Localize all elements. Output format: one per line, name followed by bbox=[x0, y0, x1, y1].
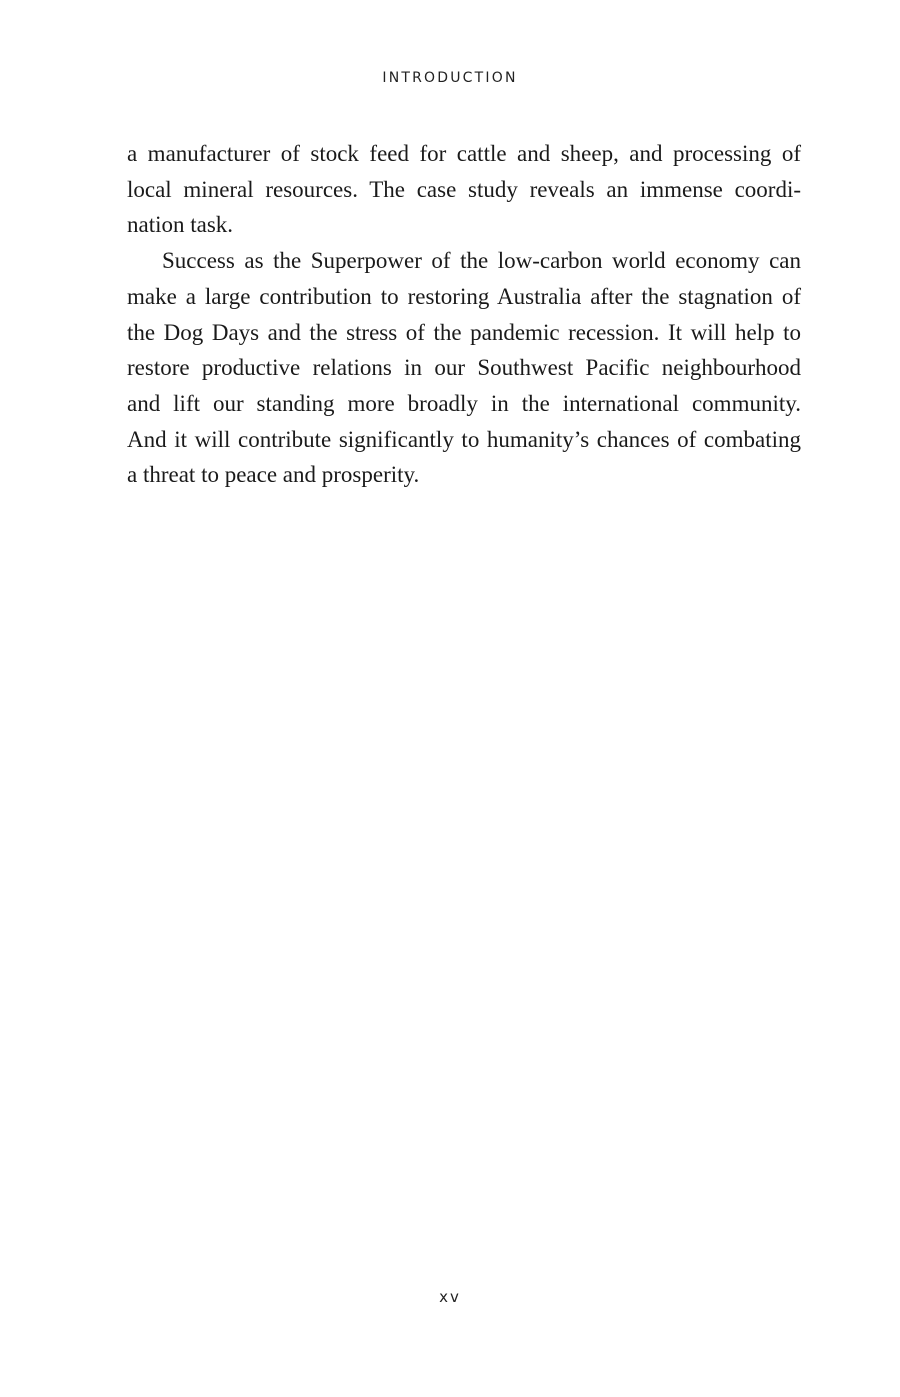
paragraph-1 bbox=[127, 136, 801, 243]
text-line: And it will contribute significantly to humanity’s chances of combating bbox=[127, 426, 801, 452]
page-number: xv bbox=[439, 1288, 461, 1306]
text-line: and lift our standing more broadly in the international community. bbox=[127, 390, 801, 416]
text-line: make a large contribution to restoring Australia after the stagnation of bbox=[127, 283, 801, 309]
text-line: a manufacturer of stock feed for cattle and sheep, and processing of bbox=[127, 141, 801, 166]
paragraph-2 bbox=[127, 243, 801, 493]
text-line: restore productive relations in our Southwest Pacific neighbourhood bbox=[127, 355, 801, 381]
body-text bbox=[127, 136, 801, 493]
text-line: a threat to peace and prosperity. bbox=[127, 462, 420, 488]
text-line: nation task. bbox=[127, 212, 234, 238]
text-line: the Dog Days and the stress of the pandemic recession. It will help to bbox=[127, 319, 801, 345]
running-head: INTRODUCTION bbox=[382, 70, 518, 86]
text-line: local mineral resources. The case study reveals an immense coordi- bbox=[127, 176, 801, 202]
text-line: Success as the Superpower of the low-carbon world economy can bbox=[162, 248, 801, 274]
